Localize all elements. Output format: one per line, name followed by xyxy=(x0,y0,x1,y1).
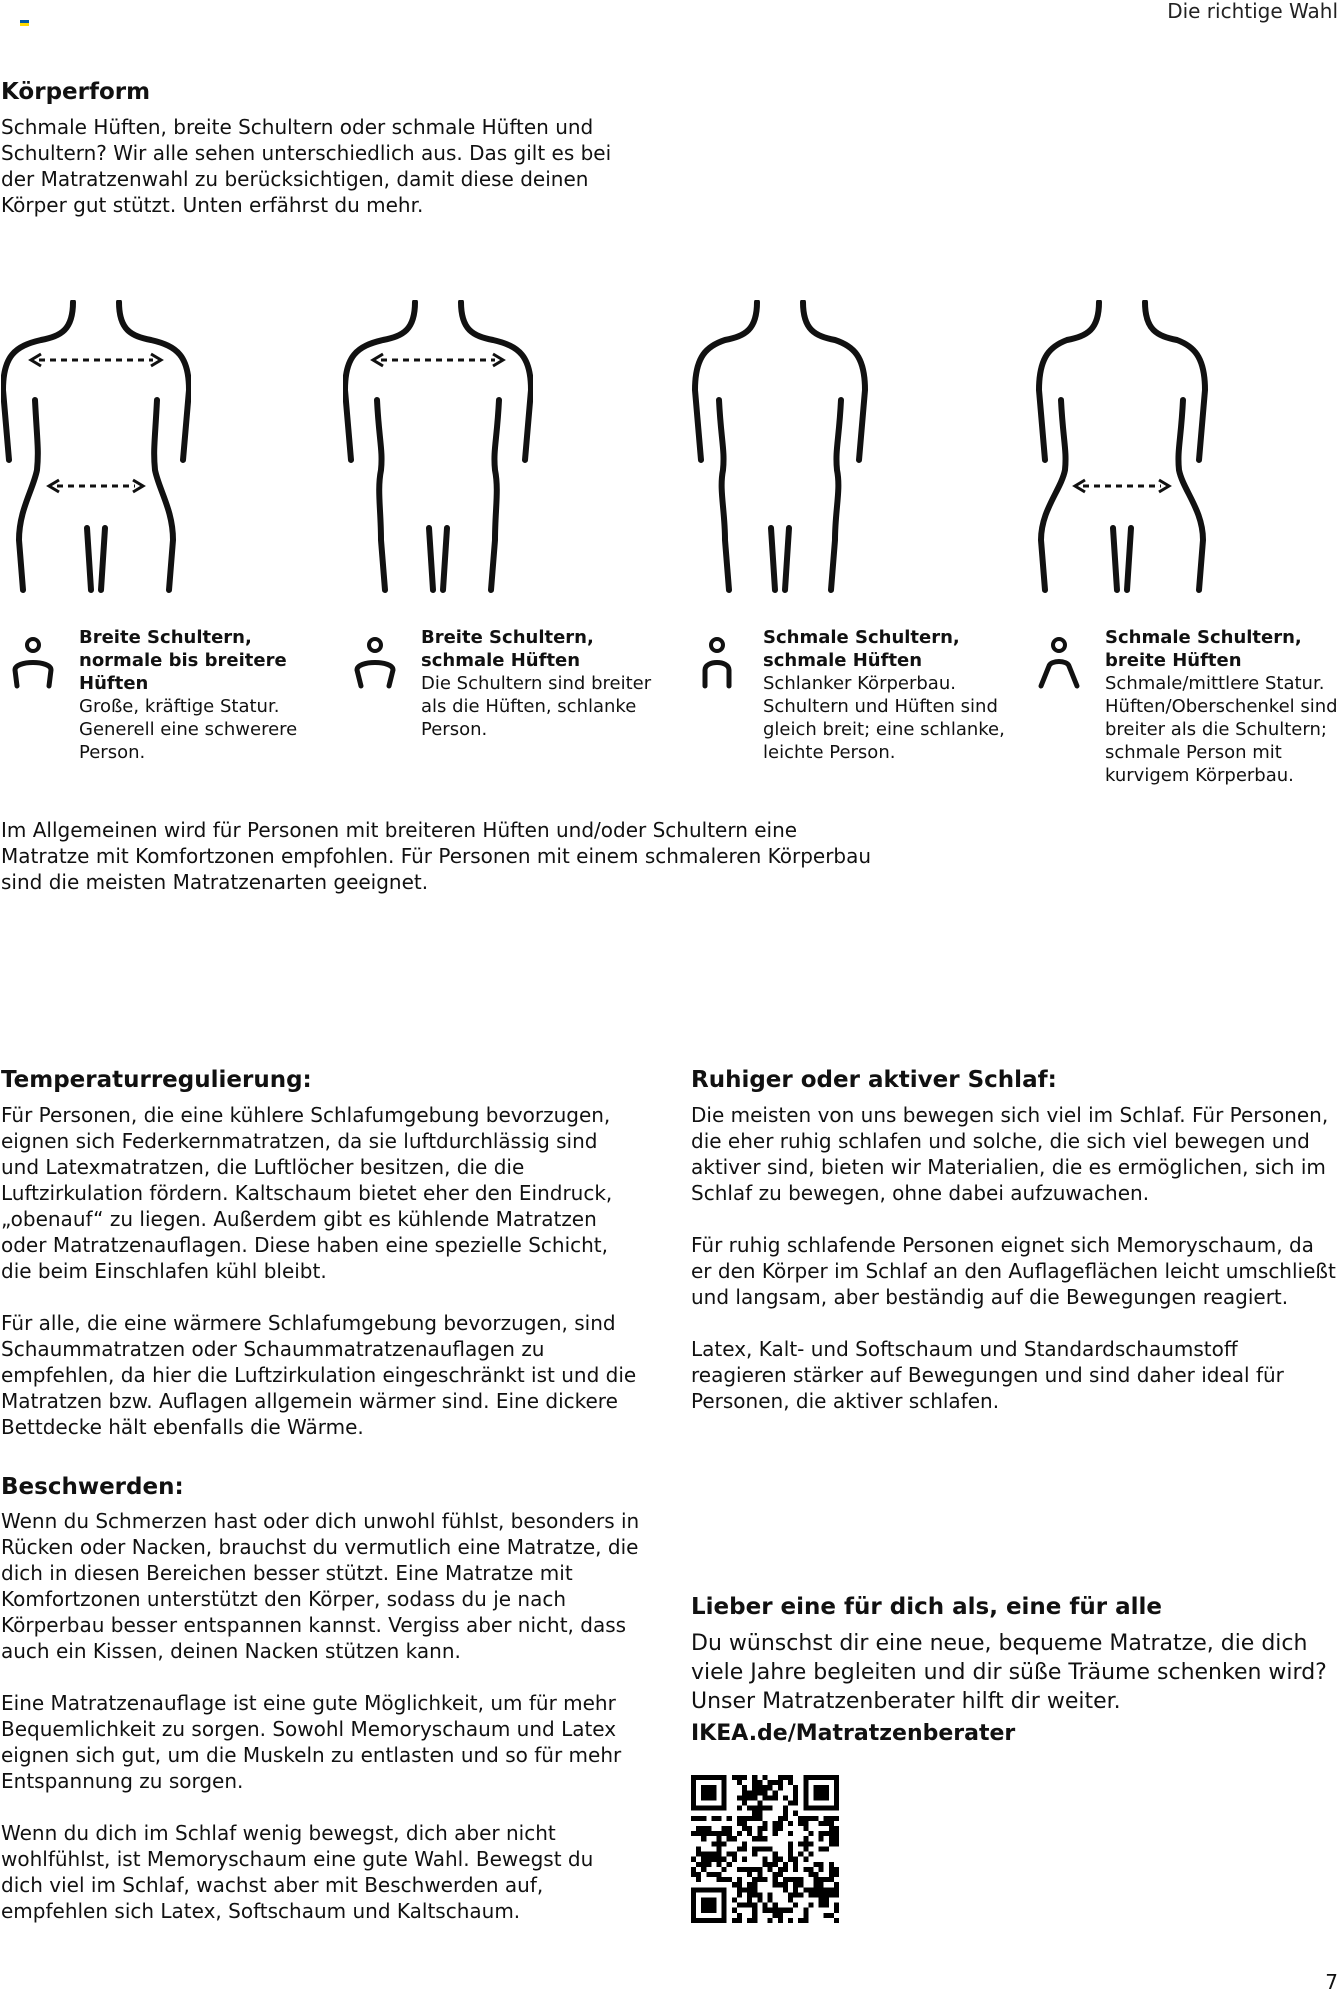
temperature-heading: Temperaturregulierung: xyxy=(1,1067,312,1093)
body-outline-icon xyxy=(1027,300,1217,600)
summary-text: Im Allgemeinen wird für Personen mit breiteren Hüften und/oder Schultern eine Matratze mit Komfortzonen empfohlen. Für Personen mit einem schmaleren Körperbau sind die meisten Matratzenarten geeignet. xyxy=(1,818,872,894)
body-type-caption xyxy=(1105,626,1338,787)
person-pictogram-icon xyxy=(353,636,397,692)
body-type-caption xyxy=(79,626,331,764)
koerperform-heading: Körperform xyxy=(1,79,151,105)
temperature-text xyxy=(1,1102,641,1440)
body-type-description: Große, kräftige Statur. Generell eine schwerere Person. xyxy=(79,696,298,763)
body-type-description: Schmale/mittlere Statur. Hüften/Oberschenkel sind breiter als die Schultern; schmale Person mit kurvigem Körperbau. xyxy=(1105,673,1338,786)
cta-heading: Lieber eine für dich als, eine für alle xyxy=(691,1594,1163,1620)
complaints-text xyxy=(1,1508,641,1924)
sleep-paragraph: Latex, Kalt- und Softschaum und Standardschaumstoff reagieren stärker auf Bewegungen und sind daher ideal für Personen, die aktiver schlafen. xyxy=(691,1337,1284,1413)
person-pictogram-icon xyxy=(11,636,55,692)
sleep-paragraph: Die meisten von uns bewegen sich viel im Schlaf. Für Personen, die eher ruhig schlafen und solche, die sich viel bewegen und aktiver sind, bieten wir Materialien, die es ermöglichen, sich im Schlaf zu bewegen, ohne dabei aufzuwachen. xyxy=(691,1103,1329,1205)
double-arrow-icon xyxy=(31,354,161,366)
cta-url-link[interactable]: IKEA.de/Matratzenberater xyxy=(691,1721,1016,1746)
body-outline-icon xyxy=(1,300,191,600)
body-type-description: Schlanker Körperbau. Schultern und Hüften sind gleich breit; eine schlanke, leichte Person. xyxy=(763,673,1005,763)
koerperform-intro: Schmale Hüften, breite Schultern oder schmale Hüften und Schultern? Wir alle sehen unterschiedlich aus. Das gilt es bei der Matratzenwahl zu berücksichtigen, damit diese deinen Körper gut stützt. Unten erfährst du mehr. xyxy=(1,115,612,217)
body-type-title: Schmale Schultern, breite Hüften xyxy=(1105,627,1302,671)
body-outline-icon xyxy=(343,300,533,600)
body-type-title: Schmale Schultern, schmale Hüften xyxy=(763,627,960,671)
sleep-text xyxy=(691,1102,1338,1414)
sleep-heading: Ruhiger oder aktiver Schlaf: xyxy=(691,1067,1057,1093)
body-type-caption xyxy=(763,626,1015,764)
section-title: Die richtige Wahl xyxy=(1167,0,1338,23)
page-number: 7 xyxy=(1325,1970,1338,1994)
body-type-caption xyxy=(421,626,673,741)
person-pictogram-icon xyxy=(695,636,739,692)
double-arrow-icon xyxy=(1075,480,1169,492)
sleep-paragraph: Für ruhig schlafende Personen eignet sich Memoryschaum, da er den Körper im Schlaf an den Auflageflächen leicht umschließt und langsam, aber beständig auf die Bewegungen reagiert. xyxy=(691,1233,1336,1309)
complaints-paragraph: Wenn du dich im Schlaf wenig bewegst, dich aber nicht wohlfühlst, ist Memoryschaum eine gute Wahl. Bewegst du dich viel im Schlaf, wachst aber mit Beschwerden auf, empfehlen sich Latex, Softschaum und Kaltschaum. xyxy=(1,1821,594,1923)
cta-text: Du wünschst dir eine neue, bequeme Matratze, die dich viele Jahre begleiten und dir süße Träume schenken wird? Unser Matratzenberater hilft dir weiter. xyxy=(691,1631,1327,1714)
body-type-title: Breite Schultern, schmale Hüften xyxy=(421,627,594,671)
body-type-title: Breite Schultern, normale bis breitere Hüften xyxy=(79,627,287,694)
body-type-description: Die Schultern sind breiter als die Hüften, schlanke Person. xyxy=(421,673,652,740)
double-arrow-icon xyxy=(373,354,503,366)
temperature-paragraph: Für alle, die eine wärmere Schlafumgebung bevorzugen, sind Schaummatratzen oder Schaummatratzenauflagen zu empfehlen, da hier die Luftzirkulation eingeschränkt ist und die Matratzen bzw. Auflagen allgemein wärmer sind. Eine dickere Bettdecke hält ebenfalls die Wärme. xyxy=(1,1311,637,1439)
complaints-heading: Beschwerden: xyxy=(1,1474,184,1500)
complaints-paragraph: Wenn du Schmerzen hast oder dich unwohl fühlst, besonders in Rücken oder Nacken, brauchst du vermutlich eine Matratze, die dich in diesen Bereichen besser stützt. Eine Matratze mit Komfortzonen unterstützt den Körper, sodass du je nach Körperbau besser entspannen kannst. Vergiss aber nicht, dass auch ein Kissen, deinen Nacken stützen kann. xyxy=(1,1509,640,1663)
complaints-paragraph: Eine Matratzenauflage ist eine gute Möglichkeit, um für mehr Bequemlichkeit zu sorgen. Sowohl Memoryschaum und Latex eignen sich gut, um die Muskeln zu entlasten und so für mehr Entspannung zu sorgen. xyxy=(1,1691,622,1793)
temperature-paragraph: Für Personen, die eine kühlere Schlafumgebung bevorzugen, eignen sich Federkernmatratzen, da sie luftdurchlässig sind und Latexmatratzen, die Luftlöcher besitzen, die die Luftzirkulation fördern. Kaltschaum bietet eher den Eindruck, „obenauf“ zu liegen. Außerdem gibt es kühlende Matratzen oder Matratzenauflagen. Diese haben eine spezielle Schicht, die beim Einschlafen kühl bleibt. xyxy=(1,1103,613,1283)
body-outline-icon xyxy=(685,300,875,600)
qr-code[interactable] xyxy=(691,1775,839,1923)
ikea-flag-icon xyxy=(20,20,29,26)
double-arrow-icon xyxy=(49,480,143,492)
person-pictogram-icon xyxy=(1037,636,1081,692)
